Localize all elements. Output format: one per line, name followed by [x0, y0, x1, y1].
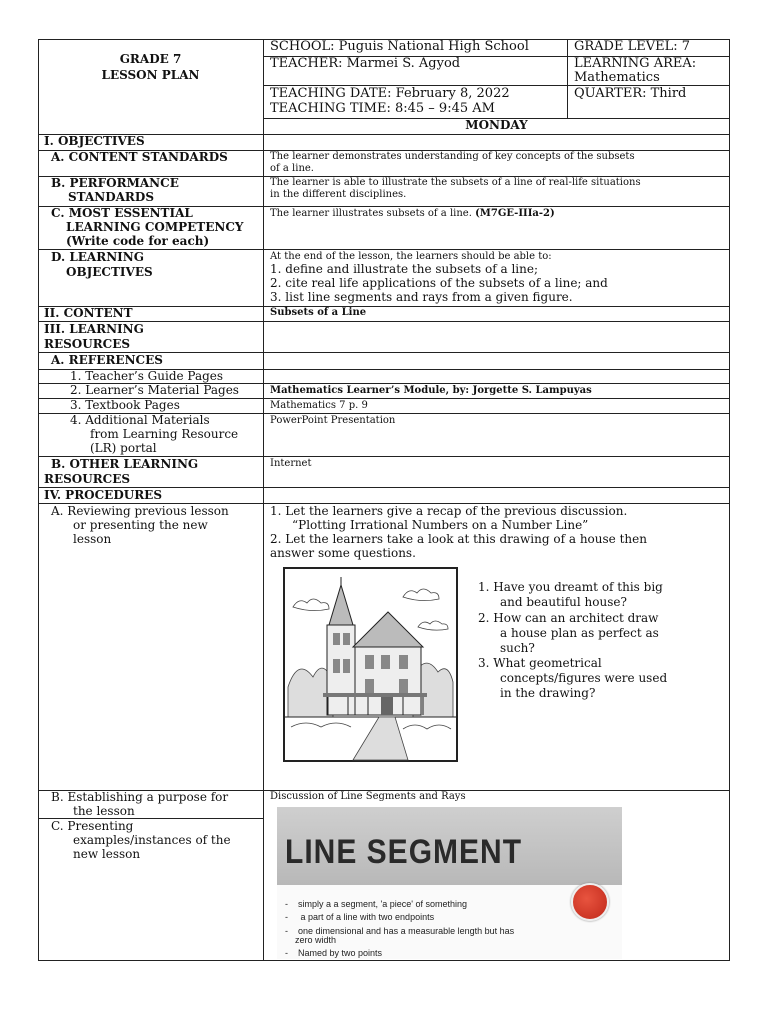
- learning-objectives-label-1: D. LEARNING: [51, 250, 144, 264]
- other-resources-value: Internet: [270, 458, 312, 469]
- procedure-b-value: Discussion of Line Segments and Rays: [270, 791, 466, 802]
- teachers-guide-label: 1. Teacher’s Guide Pages: [70, 369, 224, 383]
- procedure-c-label-1: C. Presenting: [51, 819, 134, 833]
- learning-area-value: Mathematics: [574, 70, 660, 85]
- learning-objective-item: 3. list line segments and rays from a given figure.: [270, 290, 573, 304]
- content-heading: II. CONTENT: [44, 306, 133, 320]
- content-value: Subsets of a Line: [270, 307, 367, 318]
- melc-label-3: (Write code for each): [66, 234, 210, 248]
- learning-objective-item: 2. cite real life applications of the subsets of a line; and: [270, 276, 608, 290]
- learning-area-label: LEARNING AREA:: [574, 56, 697, 71]
- grade-title: GRADE 7: [119, 52, 182, 66]
- textbook-label: 3. Textbook Pages: [70, 398, 180, 412]
- slide-bullet: - simply a a segment, 'a piece' of something: [285, 899, 468, 909]
- additional-materials-label-3: (LR) portal: [90, 441, 157, 455]
- additional-materials-value: PowerPoint Presentation: [270, 415, 396, 426]
- performance-standards-text-1: The learner is able to illustrate the subsets of a line of real-life situations: [270, 177, 641, 188]
- references-heading: A. REFERENCES: [51, 353, 163, 367]
- day-heading: MONDAY: [465, 118, 528, 132]
- performance-standards-text-2: in the different disciplines.: [270, 189, 407, 200]
- textbook-value: Mathematics 7 p. 9: [270, 400, 368, 411]
- question-item: such?: [500, 641, 535, 655]
- procedure-b-label-2: the lesson: [73, 804, 135, 818]
- question-item: a house plan as perfect as: [500, 626, 659, 640]
- procedure-a-step-1: 1. Let the learners give a recap of the previous discussion.: [270, 504, 628, 518]
- content-standards-text-2: of a line.: [270, 163, 314, 174]
- additional-materials-label-1: 4. Additional Materials: [70, 413, 210, 427]
- school-field: SCHOOL: Puguis National High School: [270, 39, 529, 54]
- melc-label-2: LEARNING COMPETENCY: [66, 220, 244, 234]
- objectives-heading: I. OBJECTIVES: [44, 134, 145, 148]
- procedure-a-step-1-title: “Plotting Irrational Numbers on a Number Line”: [292, 518, 589, 532]
- slide-bullet: - Named by two points: [285, 948, 383, 958]
- question-item: in the drawing?: [500, 686, 596, 700]
- content-standards-label: A. CONTENT STANDARDS: [51, 150, 228, 164]
- slide-bullet: - one dimensional and has a measurable length but has: [285, 926, 515, 936]
- learners-material-value: Mathematics Learner’s Module, by: Jorgette S. Lampuyas: [270, 385, 592, 396]
- procedure-a-step-2-cont: answer some questions.: [270, 546, 416, 560]
- content-standards-text-1: The learner demonstrates understanding of key concepts of the subsets: [270, 151, 635, 162]
- additional-materials-label-2: from Learning Resource: [90, 427, 239, 441]
- lesson-plan-title: LESSON PLAN: [101, 68, 200, 82]
- learning-resources-heading-2: RESOURCES: [44, 337, 131, 351]
- procedure-a-step-2: 2. Let the learners take a look at this drawing of a house then: [270, 532, 647, 546]
- quarter-field: QUARTER: Third: [574, 86, 687, 101]
- procedures-heading: IV. PROCEDURES: [44, 488, 162, 502]
- performance-standards-label-1: B. PERFORMANCE: [51, 176, 179, 190]
- question-item: and beautiful house?: [500, 595, 627, 609]
- learning-objectives-intro: At the end of the lesson, the learners should be able to:: [270, 251, 552, 262]
- procedure-a-label-3: lesson: [73, 532, 112, 546]
- question-item: 3. What geometrical: [478, 656, 602, 670]
- procedure-c-label-3: new lesson: [73, 847, 141, 861]
- grade-level-field: GRADE LEVEL: 7: [574, 39, 691, 54]
- melc-code: (M7GE-IIIa-2): [475, 208, 555, 219]
- learning-resources-heading-1: III. LEARNING: [44, 322, 144, 336]
- house-drawing-image: [283, 567, 458, 762]
- learning-objectives-label-2: OBJECTIVES: [66, 265, 153, 279]
- teaching-date-field: TEACHING DATE: February 8, 2022: [270, 86, 510, 101]
- slide-title: LINE SEGMENT: [285, 833, 523, 871]
- learners-material-label: 2. Learner’s Material Pages: [70, 383, 239, 397]
- house-drawing-svg: [283, 567, 458, 762]
- line-segment-slide: [277, 807, 622, 959]
- learning-objective-item: 1. define and illustrate the subsets of a line;: [270, 262, 539, 276]
- slide-red-circle-icon: [571, 883, 609, 921]
- slide-bullet: - a part of a line with two endpoints: [285, 912, 435, 922]
- procedure-a-label-1: A. Reviewing previous lesson: [51, 504, 229, 518]
- other-resources-label-2: RESOURCES: [44, 472, 131, 486]
- procedure-b-label-1: B. Establishing a purpose for: [51, 790, 229, 804]
- performance-standards-label-2: STANDARDS: [68, 190, 154, 204]
- procedure-c-label-2: examples/instances of the: [73, 833, 231, 847]
- melc-label-1: C. MOST ESSENTIAL: [51, 206, 193, 220]
- question-item: 2. How can an architect draw: [478, 611, 659, 625]
- teacher-field: TEACHER: Marmei S. Agyod: [270, 56, 461, 71]
- procedure-a-label-2: or presenting the new: [73, 518, 208, 532]
- other-resources-label-1: B. OTHER LEARNING: [51, 457, 199, 471]
- slide-bullet-cont: zero width: [295, 935, 337, 945]
- melc-text: The learner illustrates subsets of a line. (M7GE-IIIa-2): [270, 208, 555, 219]
- question-item: 1. Have you dreamt of this big: [478, 580, 663, 594]
- teaching-time-field: TEACHING TIME: 8:45 – 9:45 AM: [270, 101, 495, 116]
- question-item: concepts/figures were used: [500, 671, 668, 685]
